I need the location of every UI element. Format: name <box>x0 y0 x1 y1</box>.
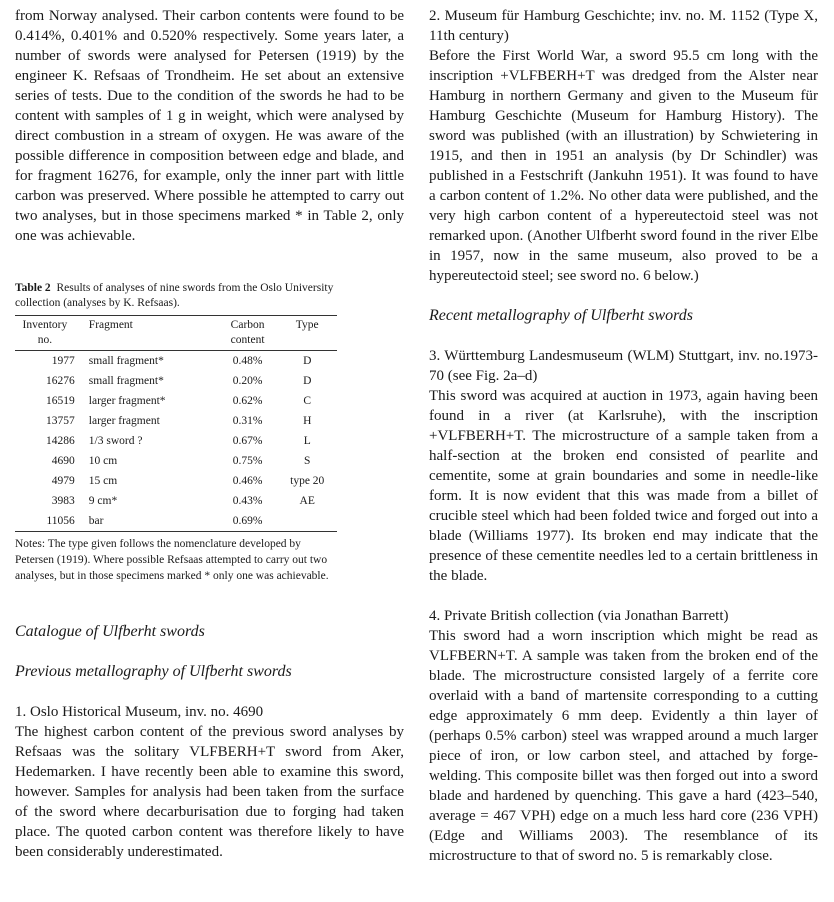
cell-carbon: 0.31% <box>232 415 263 427</box>
cell-carbon: 0.69% <box>232 515 263 527</box>
header-type: Type <box>295 319 319 331</box>
cell-inventory: 16519 <box>46 395 75 407</box>
cell-fragment: small fragment* <box>88 375 164 387</box>
cell-type: C <box>303 395 312 407</box>
cell-carbon: 0.48% <box>232 355 263 367</box>
cell-carbon: 0.43% <box>232 495 263 507</box>
catalogue-heading: Catalogue of Ulfberht swords <box>15 623 205 640</box>
cell-fragment: bar <box>88 515 104 527</box>
cell-inventory: 1977 <box>51 355 75 367</box>
cell-carbon: 0.67% <box>232 435 263 447</box>
cell-inventory: 16276 <box>46 375 75 387</box>
table-row <box>15 471 337 491</box>
cell-inventory: 3983 <box>51 495 75 507</box>
cell-fragment: 9 cm* <box>88 495 118 507</box>
header-fragment: Fragment <box>88 319 133 331</box>
header-carbon: Carbon content <box>230 319 265 346</box>
recent-metallography-heading: Recent metallography of Ulfberht swords <box>429 307 693 324</box>
cell-inventory: 4979 <box>51 475 75 487</box>
item-1-title: 1. Oslo Historical Museum, inv. no. 4690 <box>15 704 264 720</box>
item-2-title: 2. Museum für Hamburg Geschichte; inv. no. M. 1152 (Type X, 11th century) <box>429 8 818 44</box>
table-header-row <box>15 316 337 351</box>
table-row <box>15 391 337 411</box>
cell-type: H <box>303 415 312 427</box>
left-column <box>15 6 404 862</box>
table-caption-text: Results of analyses of nine swords from the Oslo University collection (analyses by K. Refsaas). <box>15 282 334 309</box>
table-caption-label: Table 2 <box>15 282 51 294</box>
item-3-body: This sword was acquired at auction in 1973, again having been found in a river (at Karlsruhe), with the inscription +VLFBERH+T. The microstructure of a sample taken from a half-section at the broken end consisted of pearlite and cementite, some at grain boundaries and some in needle-like form. It is now evident that this was made from a billet of crucible steel which had been folded twice and forged out into a blade (Williams 1977). Its broken end may indicate that the presence of these cementite needles led to a certain brittleness in the blade. <box>429 388 818 584</box>
item-3-title: 3. Württemburg Landesmuseum (WLM) Stuttgart, inv. no.1973-70 (see Fig. 2a–d) <box>429 348 818 384</box>
cell-inventory: 13757 <box>46 415 75 427</box>
cell-type: S <box>304 455 311 467</box>
cell-carbon: 0.75% <box>232 455 263 467</box>
table-row <box>15 351 337 372</box>
cell-inventory: 4690 <box>51 455 75 467</box>
cell-type: type 20 <box>290 475 325 487</box>
intro-paragraph: from Norway analysed. Their carbon contents were found to be 0.414%, 0.401% and 0.520% respectively. Some years later, a number of swords were analysed for Petersen (1919) by the engineer K. Refsaas of Trondheim. He set about an extensive series of tests. Due to the condition of the swords he had to be content with samples of 1 g in weight, which were analysed by direct combustion in a stream of oxygen. He was aware of the possible difference in composition between edge and blade, and for fragment 16276, for example, only the inner part with little carbon was preserved. Where possible he attempted to carry out two analyses, but in those specimens marked * in Table 2, only one was achievable. <box>15 8 404 244</box>
table-row <box>15 411 337 431</box>
cell-fragment: 15 cm <box>88 475 118 487</box>
cell-type: AE <box>299 495 315 507</box>
table-row <box>15 431 337 451</box>
cell-type: D <box>303 355 312 367</box>
cell-carbon: 0.62% <box>232 395 263 407</box>
item-4-title: 4. Private British collection (via Jonathan Barrett) <box>429 608 729 624</box>
cell-fragment: 10 cm <box>88 455 118 467</box>
table-2 <box>15 281 337 584</box>
right-column <box>429 6 818 866</box>
table-row <box>15 491 337 511</box>
table-row <box>15 511 337 532</box>
results-table <box>15 315 337 532</box>
table-row <box>15 371 337 391</box>
table-row <box>15 451 337 471</box>
cell-inventory: 14286 <box>46 435 75 447</box>
previous-metallography-heading: Previous metallography of Ulfberht swords <box>15 663 292 680</box>
cell-inventory: 11056 <box>46 515 75 527</box>
header-inventory: Inventory no. <box>22 319 68 346</box>
item-2-body: Before the First World War, a sword 95.5 cm long with the inscription +VLFBERH+T was dredged from the Alster near Hamburg in northern Germany and given to the Museum für Hamburg Geschichte (Museum for Hamburg History). The sword was published (with an illustration) by Schwietering in 1915, and then in 1951 an analysis (by Dr Schindler) was published in a Festschrift (Jankuhn 1951). It was found to have a carbon content of 1.2%. No other data were published, and the very high carbon content of a hypereutectoid steel was not remarked upon. (Another Ulfberht sword found in the river Elbe in 1957, now in the same museum, also proved to be a hypereutectoid steel; see sword no. 6 below.) <box>429 48 818 284</box>
item-4-body: This sword had a worn inscription which might be read as VLFBERN+T. A sample was taken from the broken end of the blade. The microstructure consisted largely of a ferrite core overlaid with a band of martensite corresponding to a cutting edge approximately 6 mm deep. Evidently a thin layer of (perhaps 0.5% carbon) steel was wrapped around a much larger piece of iron, or low carbon steel, and attached by forge-welding. This composite billet was then forged out into a sword blade and hardened by quenching. This gave a hard (423–540, average = 467 VPH) edge on a much less hard core (236 VPH) (Edge and Williams 2003). The resemblance of its microstructure to that of sword no. 5 is remarkably close. <box>429 628 818 864</box>
cell-carbon: 0.46% <box>232 475 263 487</box>
table-notes: Notes: The type given follows the nomenclature developed by Petersen (1919). Where possible Refsaas attempted to carry out two analyses, but in those specimens marked * only one was achievable. <box>15 538 329 582</box>
cell-fragment: larger fragment <box>88 415 160 427</box>
cell-type: L <box>303 435 311 447</box>
cell-type <box>277 511 337 532</box>
cell-fragment: 1/3 sword ? <box>88 435 143 447</box>
cell-type: D <box>303 375 312 387</box>
item-1-body: The highest carbon content of the previous sword analyses by Refsaas was the solitary VLFBERH+T sword from Aker, Hedemarken. I have recently been able to examine this sword, however. Samples for analysis had been taken from the surface of the sword where decarburisation due to forging had taken place. The quoted carbon content was therefore likely to have been considerably underestimated. <box>15 724 404 860</box>
table-caption <box>15 281 337 311</box>
cell-carbon: 0.20% <box>232 375 263 387</box>
cell-fragment: larger fragment* <box>88 395 166 407</box>
cell-fragment: small fragment* <box>88 355 164 367</box>
